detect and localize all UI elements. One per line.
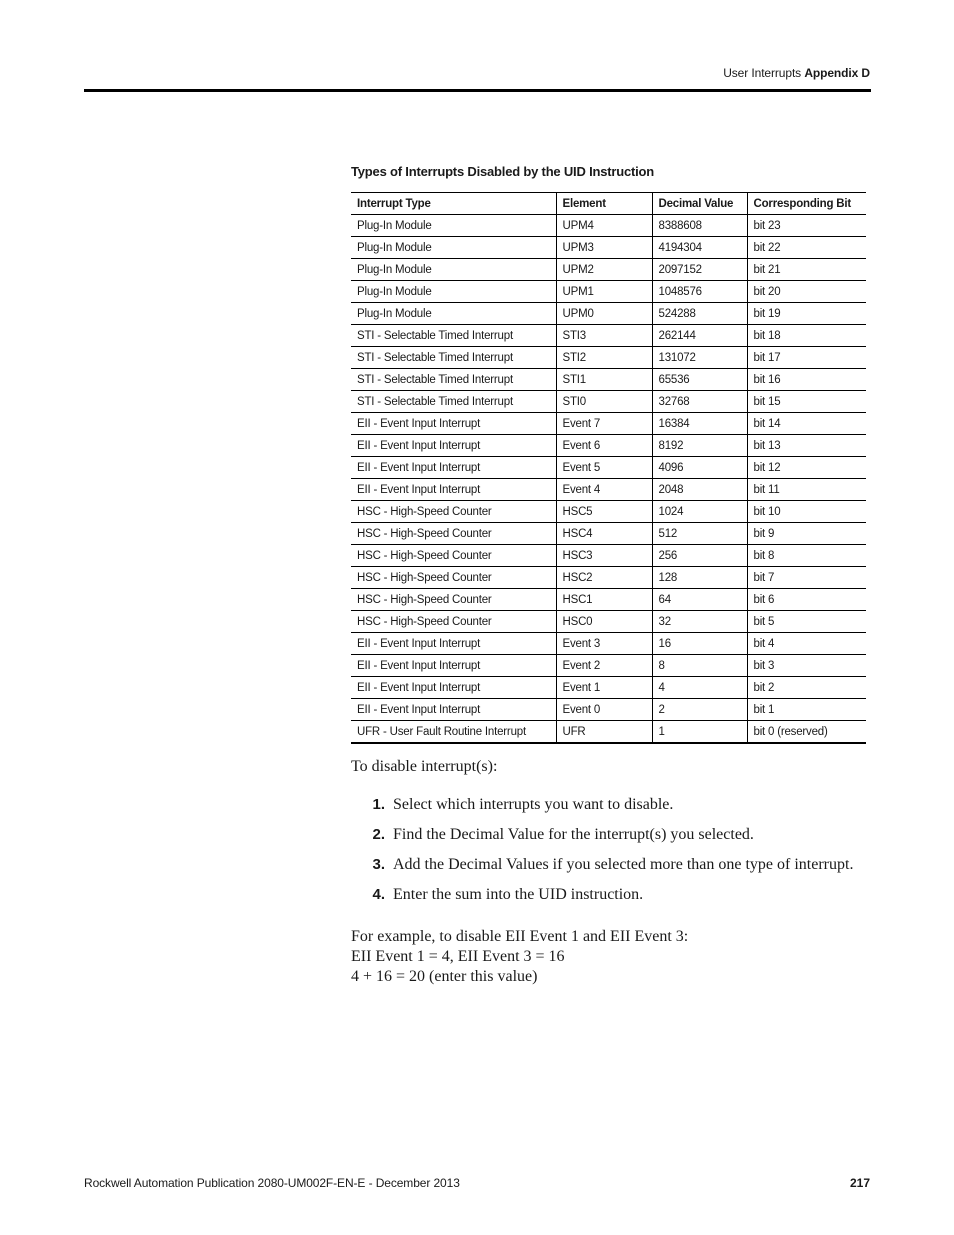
table-cell: Event 3 bbox=[556, 633, 652, 655]
step-number: 1. bbox=[372, 796, 385, 813]
table-row bbox=[351, 633, 866, 655]
table-row bbox=[351, 545, 866, 567]
table-cell: 4194304 bbox=[652, 237, 747, 259]
table-cell: Plug-In Module bbox=[351, 215, 556, 237]
steps-list bbox=[351, 796, 871, 916]
interrupt-table bbox=[351, 192, 866, 744]
page-number: 217 bbox=[849, 1176, 870, 1190]
table-cell: 1 bbox=[652, 721, 747, 744]
table-cell: HSC3 bbox=[556, 545, 652, 567]
table-cell: bit 23 bbox=[747, 215, 866, 237]
table-cell: Plug-In Module bbox=[351, 259, 556, 281]
table-cell: bit 2 bbox=[747, 677, 866, 699]
table-cell: STI - Selectable Timed Interrupt bbox=[351, 369, 556, 391]
table-cell: HSC - High-Speed Counter bbox=[351, 567, 556, 589]
table-cell: HSC - High-Speed Counter bbox=[351, 611, 556, 633]
table-cell: 64 bbox=[652, 589, 747, 611]
table-cell: EII - Event Input Interrupt bbox=[351, 479, 556, 501]
table-cell: bit 5 bbox=[747, 611, 866, 633]
table-cell: 262144 bbox=[652, 325, 747, 347]
table-cell: 32 bbox=[652, 611, 747, 633]
table-cell: HSC - High-Speed Counter bbox=[351, 501, 556, 523]
table-row bbox=[351, 523, 866, 545]
table-cell: HSC4 bbox=[556, 523, 652, 545]
table-row bbox=[351, 281, 866, 303]
table-cell: Plug-In Module bbox=[351, 303, 556, 325]
table-row bbox=[351, 237, 866, 259]
step-text: Add the Decimal Values if you selected more than one type of interrupt. bbox=[393, 856, 854, 873]
table-cell: bit 10 bbox=[747, 501, 866, 523]
table-cell: Event 4 bbox=[556, 479, 652, 501]
header-rule bbox=[84, 89, 871, 92]
table-cell: UPM2 bbox=[556, 259, 652, 281]
table-cell: bit 16 bbox=[747, 369, 866, 391]
step-number: 2. bbox=[372, 826, 385, 843]
table-cell: 8388608 bbox=[652, 215, 747, 237]
table-cell: Event 6 bbox=[556, 435, 652, 457]
table-cell: 128 bbox=[652, 567, 747, 589]
table-cell: HSC - High-Speed Counter bbox=[351, 545, 556, 567]
table-cell: 2048 bbox=[652, 479, 747, 501]
table-cell: STI2 bbox=[556, 347, 652, 369]
table-cell: bit 14 bbox=[747, 413, 866, 435]
table-row bbox=[351, 699, 866, 721]
example-line: For example, to disable EII Event 1 and EII Event 3: bbox=[351, 928, 689, 945]
table-cell: bit 22 bbox=[747, 237, 866, 259]
table-cell: bit 21 bbox=[747, 259, 866, 281]
header-appendix: Appendix D bbox=[804, 66, 870, 80]
table-row bbox=[351, 589, 866, 611]
table-cell: Plug-In Module bbox=[351, 237, 556, 259]
footer-publication: Rockwell Automation Publication 2080-UM002F-EN-E - December 2013 bbox=[84, 1176, 460, 1190]
table-cell: EII - Event Input Interrupt bbox=[351, 435, 556, 457]
table-cell: 65536 bbox=[652, 369, 747, 391]
table-cell: STI3 bbox=[556, 325, 652, 347]
step-item bbox=[351, 796, 871, 826]
table-cell: STI1 bbox=[556, 369, 652, 391]
table-row bbox=[351, 721, 866, 744]
example-line: 4 + 16 = 20 (enter this value) bbox=[351, 968, 538, 985]
table-cell: HSC - High-Speed Counter bbox=[351, 589, 556, 611]
table-row bbox=[351, 369, 866, 391]
column-header: Interrupt Type bbox=[351, 193, 556, 215]
table-row bbox=[351, 347, 866, 369]
table-cell: Event 7 bbox=[556, 413, 652, 435]
table-cell: 4096 bbox=[652, 457, 747, 479]
table-cell: bit 17 bbox=[747, 347, 866, 369]
table-row bbox=[351, 655, 866, 677]
table-cell: HSC - High-Speed Counter bbox=[351, 523, 556, 545]
table-cell: Event 2 bbox=[556, 655, 652, 677]
table-cell: 1024 bbox=[652, 501, 747, 523]
table-row bbox=[351, 677, 866, 699]
step-item bbox=[351, 826, 871, 856]
table-row bbox=[351, 325, 866, 347]
intro-text: To disable interrupt(s): bbox=[351, 758, 498, 775]
step-text: Find the Decimal Value for the interrupt(s) you selected. bbox=[393, 826, 754, 843]
table-cell: 131072 bbox=[652, 347, 747, 369]
table-cell: Event 1 bbox=[556, 677, 652, 699]
table-cell: bit 12 bbox=[747, 457, 866, 479]
table-cell: 256 bbox=[652, 545, 747, 567]
table-cell: bit 3 bbox=[747, 655, 866, 677]
table-row bbox=[351, 457, 866, 479]
table-body bbox=[351, 215, 866, 744]
table-cell: Plug-In Module bbox=[351, 281, 556, 303]
column-header: Corresponding Bit bbox=[747, 193, 866, 215]
column-header: Decimal Value bbox=[652, 193, 747, 215]
table-cell: bit 6 bbox=[747, 589, 866, 611]
table-cell: bit 13 bbox=[747, 435, 866, 457]
step-text: Select which interrupts you want to disable. bbox=[393, 796, 674, 813]
table-cell: EII - Event Input Interrupt bbox=[351, 457, 556, 479]
table-row bbox=[351, 303, 866, 325]
table-cell: UPM1 bbox=[556, 281, 652, 303]
table-title: Types of Interrupts Disabled by the UID Instruction bbox=[351, 164, 655, 179]
table-cell: STI0 bbox=[556, 391, 652, 413]
table-cell: 2097152 bbox=[652, 259, 747, 281]
table-row bbox=[351, 413, 866, 435]
table-cell: EII - Event Input Interrupt bbox=[351, 413, 556, 435]
table-cell: 4 bbox=[652, 677, 747, 699]
table-cell: UFR bbox=[556, 721, 652, 744]
table-cell: bit 11 bbox=[747, 479, 866, 501]
table-cell: EII - Event Input Interrupt bbox=[351, 699, 556, 721]
table-cell: 1048576 bbox=[652, 281, 747, 303]
table-cell: 32768 bbox=[652, 391, 747, 413]
table-row bbox=[351, 391, 866, 413]
table-cell: bit 9 bbox=[747, 523, 866, 545]
table-cell: 2 bbox=[652, 699, 747, 721]
table-cell: bit 1 bbox=[747, 699, 866, 721]
running-header bbox=[723, 66, 870, 80]
table-cell: UFR - User Fault Routine Interrupt bbox=[351, 721, 556, 744]
table-cell: bit 4 bbox=[747, 633, 866, 655]
table-cell: STI - Selectable Timed Interrupt bbox=[351, 347, 556, 369]
table-cell: STI - Selectable Timed Interrupt bbox=[351, 325, 556, 347]
table-cell: UPM4 bbox=[556, 215, 652, 237]
table-cell: 16384 bbox=[652, 413, 747, 435]
table-row bbox=[351, 215, 866, 237]
table-cell: HSC2 bbox=[556, 567, 652, 589]
table-cell: bit 20 bbox=[747, 281, 866, 303]
table-cell: 16 bbox=[652, 633, 747, 655]
example-block bbox=[351, 927, 688, 987]
table-cell: bit 15 bbox=[747, 391, 866, 413]
table-cell: EII - Event Input Interrupt bbox=[351, 655, 556, 677]
header-section: User Interrupts bbox=[723, 66, 802, 80]
table-cell: 8 bbox=[652, 655, 747, 677]
step-number: 4. bbox=[372, 886, 385, 903]
table-cell: UPM0 bbox=[556, 303, 652, 325]
step-number: 3. bbox=[372, 856, 385, 873]
table-cell: HSC5 bbox=[556, 501, 652, 523]
table-cell: bit 8 bbox=[747, 545, 866, 567]
table-cell: bit 18 bbox=[747, 325, 866, 347]
table-cell: STI - Selectable Timed Interrupt bbox=[351, 391, 556, 413]
table-cell: bit 19 bbox=[747, 303, 866, 325]
table-cell: HSC0 bbox=[556, 611, 652, 633]
table-row bbox=[351, 501, 866, 523]
table-cell: bit 0 (reserved) bbox=[747, 721, 866, 744]
table-cell: HSC1 bbox=[556, 589, 652, 611]
table-row bbox=[351, 611, 866, 633]
table-cell: UPM3 bbox=[556, 237, 652, 259]
column-header: Element bbox=[556, 193, 652, 215]
example-line: EII Event 1 = 4, EII Event 3 = 16 bbox=[351, 948, 565, 965]
table-cell: 524288 bbox=[652, 303, 747, 325]
table-row bbox=[351, 259, 866, 281]
table-row bbox=[351, 567, 866, 589]
table-cell: 8192 bbox=[652, 435, 747, 457]
table-cell: 512 bbox=[652, 523, 747, 545]
table-cell: Event 0 bbox=[556, 699, 652, 721]
table-row bbox=[351, 435, 866, 457]
table-cell: EII - Event Input Interrupt bbox=[351, 677, 556, 699]
table-header-row bbox=[351, 193, 866, 215]
table-cell: EII - Event Input Interrupt bbox=[351, 633, 556, 655]
table-cell: Event 5 bbox=[556, 457, 652, 479]
step-item bbox=[351, 886, 871, 916]
table-row bbox=[351, 479, 866, 501]
step-item bbox=[351, 856, 871, 886]
step-text: Enter the sum into the UID instruction. bbox=[393, 886, 644, 903]
table-cell: bit 7 bbox=[747, 567, 866, 589]
